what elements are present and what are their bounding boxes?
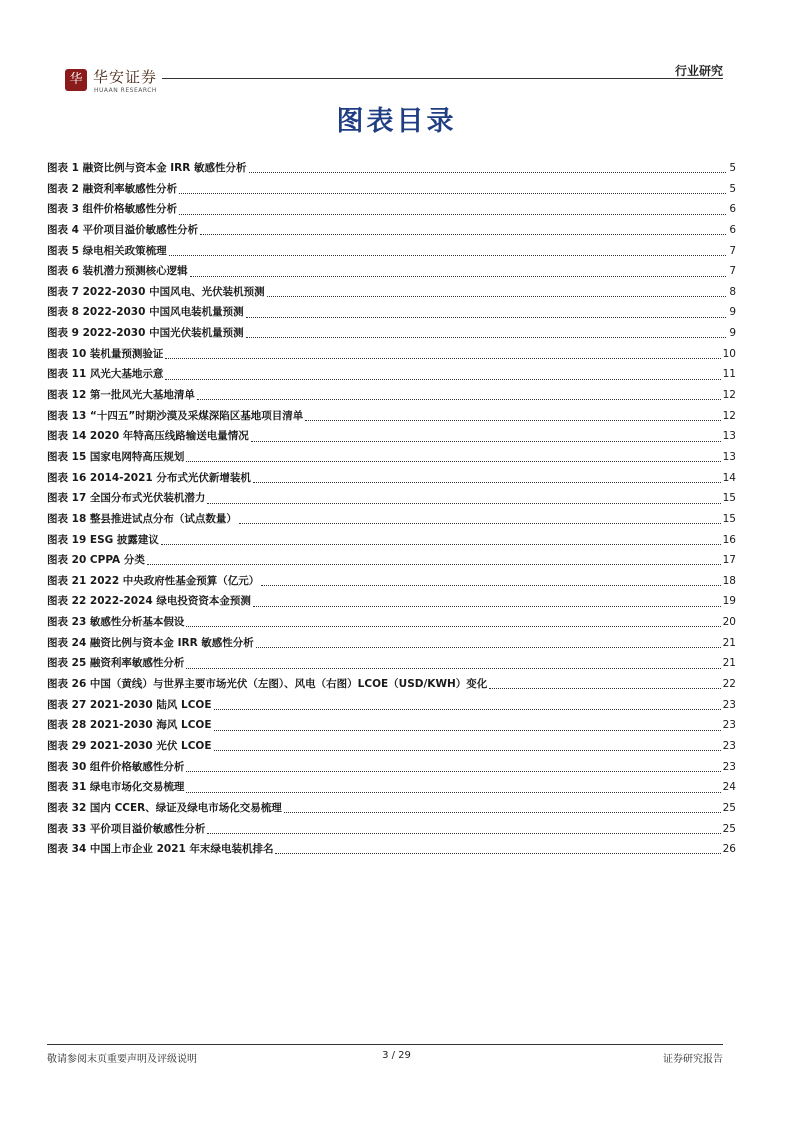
page-number: 3 / 29 <box>382 1050 411 1061</box>
toc-entry-page: 5 <box>729 162 736 174</box>
toc-leader-dots <box>207 824 720 834</box>
toc-leader-dots <box>251 432 721 442</box>
toc-entry-label[interactable]: 图表 33 平价项目溢价敏感性分析 <box>47 822 206 835</box>
logo-icon: 华 <box>65 69 87 91</box>
toc-entry-page: 25 <box>722 822 736 835</box>
toc-entry[interactable] <box>47 736 736 757</box>
toc-leader-dots <box>261 576 720 586</box>
toc-leader-dots <box>214 700 721 710</box>
toc-entry[interactable] <box>47 839 736 860</box>
toc-entry[interactable] <box>47 426 736 447</box>
toc-entry-page: 21 <box>722 636 736 649</box>
toc-leader-dots <box>246 308 726 318</box>
toc-leader-dots <box>179 205 726 215</box>
toc-entry-page: 23 <box>722 698 736 711</box>
toc-entry[interactable] <box>47 468 736 489</box>
toc-entry-page: 15 <box>722 492 736 505</box>
toc-entry-label[interactable]: 图表 5 绿电相关政策梳理 <box>47 244 167 257</box>
toc-entry-label[interactable]: 图表 18 整县推进试点分布（试点数量） <box>47 512 237 525</box>
toc-entry[interactable] <box>47 364 736 385</box>
toc-entry-page: 9 <box>729 306 736 319</box>
toc-entry-label[interactable]: 图表 6 装机潜力预测核心逻辑 <box>47 265 188 278</box>
toc-entry-label[interactable]: 图表 8 2022-2030 中国风电装机量预测 <box>47 306 244 319</box>
toc-entry-label[interactable]: 图表 22 2022-2024 绿电投资资本金预测 <box>47 595 251 608</box>
toc-entry[interactable] <box>47 695 736 716</box>
toc-leader-dots <box>147 555 721 565</box>
toc-leader-dots <box>256 638 721 648</box>
toc-entry-label[interactable]: 图表 13 “十四五”时期沙漠及采煤深陷区基地项目清单 <box>47 409 304 422</box>
toc-entry-page: 12 <box>722 409 736 422</box>
toc-entry-page: 23 <box>722 760 736 773</box>
toc-entry-label[interactable]: 图表 21 2022 中央政府性基金预算（亿元） <box>47 574 260 587</box>
toc-entry-label[interactable]: 图表 26 中国（黄线）与世界主要市场光伏（左图）、风电（右图）LCOE（USD/KWH）变化 <box>47 678 488 691</box>
toc-entry[interactable] <box>47 302 736 323</box>
toc-entry[interactable] <box>47 757 736 778</box>
footer-rule <box>47 1044 723 1045</box>
toc-entry-page: 23 <box>722 719 736 732</box>
toc-entry-label[interactable]: 图表 1 融资比例与资本金 IRR 敏感性分析 <box>47 162 247 174</box>
toc-entry[interactable] <box>47 633 736 654</box>
report-category: 行业研究 <box>674 64 723 78</box>
footer-disclaimer: 敬请参阅末页重要声明及评级说明 <box>47 1054 197 1065</box>
toc-entry-page: 9 <box>729 327 736 340</box>
toc-entry-page: 6 <box>729 203 736 216</box>
page-title: 图表目录 <box>336 106 457 137</box>
toc-entry[interactable] <box>47 344 736 365</box>
toc-entry-page: 15 <box>722 512 736 525</box>
toc-entry[interactable] <box>47 158 736 179</box>
toc-entry-label[interactable]: 图表 9 2022-2030 中国光伏装机量预测 <box>47 327 244 340</box>
toc-leader-dots <box>305 411 720 421</box>
toc-entry[interactable] <box>47 447 736 468</box>
toc-entry-page: 14 <box>722 471 736 484</box>
toc-entry-label[interactable]: 图表 2 融资利率敏感性分析 <box>47 182 178 195</box>
toc-entry-label[interactable]: 图表 30 组件价格敏感性分析 <box>47 760 185 773</box>
toc-entry[interactable] <box>47 261 736 282</box>
header-rule <box>162 78 723 79</box>
toc-entry[interactable] <box>47 571 736 592</box>
toc-entry-label[interactable]: 图表 12 第一批风光大基地清单 <box>47 389 195 402</box>
toc-entry-page: 6 <box>729 223 736 236</box>
toc-entry-page: 23 <box>722 739 736 752</box>
toc-leader-dots <box>169 246 726 256</box>
toc-entry-page: 24 <box>722 781 736 794</box>
toc-entry-label[interactable]: 图表 29 2021-2030 光伏 LCOE <box>47 739 212 752</box>
toc-leader-dots <box>165 349 720 359</box>
toc-leader-dots <box>161 535 721 545</box>
toc-entry-label[interactable]: 图表 15 国家电网特高压规划 <box>47 450 185 463</box>
toc-entry[interactable] <box>47 220 736 241</box>
toc-entry-label[interactable]: 图表 28 2021-2030 海风 LCOE <box>47 719 212 732</box>
toc-leader-dots <box>186 659 720 669</box>
toc-entry[interactable] <box>47 715 736 736</box>
toc-entry-page: 16 <box>722 533 736 546</box>
toc-leader-dots <box>207 494 720 504</box>
toc-entry[interactable] <box>47 179 736 200</box>
toc-leader-dots <box>179 184 726 194</box>
toc-entry-label[interactable]: 图表 23 敏感性分析基本假设 <box>47 616 185 629</box>
toc-entry-page: 7 <box>729 244 736 257</box>
toc-entry-label[interactable]: 图表 10 装机量预测验证 <box>47 347 164 360</box>
toc-entry-label[interactable]: 图表 24 融资比例与资本金 IRR 敏感性分析 <box>47 636 254 649</box>
toc-entry-label[interactable]: 图表 14 2020 年特高压线路输送电量情况 <box>47 430 249 443</box>
toc-entry-page: 17 <box>722 554 736 567</box>
toc-entry-page: 13 <box>722 450 736 463</box>
toc-entry[interactable] <box>47 199 736 220</box>
toc-entry[interactable] <box>47 385 736 406</box>
toc-entry-label[interactable]: 图表 27 2021-2030 陆风 LCOE <box>47 698 212 711</box>
toc-entry[interactable] <box>47 550 736 571</box>
toc-entry[interactable] <box>47 591 736 612</box>
logo-subtext: HUAAN RESEARCH <box>94 87 157 94</box>
toc-entry-label[interactable]: 图表 20 CPPA 分类 <box>47 554 145 567</box>
page-header <box>47 64 723 100</box>
toc-entry-label[interactable]: 图表 17 全国分布式光伏装机潜力 <box>47 492 206 505</box>
toc-leader-dots <box>246 328 726 338</box>
toc-leader-dots <box>190 267 726 277</box>
footer-doc-type: 证券研究报告 <box>663 1054 723 1065</box>
table-of-figures <box>47 158 736 860</box>
toc-leader-dots <box>165 370 720 380</box>
toc-leader-dots <box>186 617 720 627</box>
toc-entry-page: 25 <box>722 801 736 814</box>
toc-entry-label[interactable]: 图表 16 2014-2021 分布式光伏新增装机 <box>47 471 251 484</box>
toc-entry[interactable] <box>47 653 736 674</box>
toc-entry-page: 22 <box>722 678 736 691</box>
toc-entry[interactable] <box>47 282 736 303</box>
toc-entry[interactable] <box>47 777 736 798</box>
toc-entry-page: 10 <box>722 347 736 360</box>
toc-leader-dots <box>253 597 721 607</box>
toc-entry-page: 18 <box>722 574 736 587</box>
toc-entry-page: 13 <box>722 430 736 443</box>
toc-entry-label[interactable]: 图表 25 融资利率敏感性分析 <box>47 657 185 670</box>
toc-leader-dots <box>214 721 721 731</box>
toc-entry[interactable] <box>47 819 736 840</box>
logo-text: 华安证券 <box>93 68 158 86</box>
toc-entry[interactable] <box>47 612 736 633</box>
toc-leader-dots <box>489 679 720 689</box>
toc-entry-page: 21 <box>722 657 736 670</box>
toc-leader-dots <box>186 452 720 462</box>
toc-leader-dots <box>267 287 726 297</box>
toc-entry[interactable] <box>47 530 736 551</box>
toc-entry[interactable] <box>47 509 736 530</box>
toc-entry[interactable] <box>47 406 736 427</box>
toc-entry[interactable] <box>47 674 736 695</box>
toc-leader-dots <box>275 844 720 854</box>
toc-entry-label[interactable]: 图表 3 组件价格敏感性分析 <box>47 203 178 216</box>
toc-entry-label[interactable]: 图表 11 风光大基地示意 <box>47 368 164 381</box>
toc-leader-dots <box>200 225 726 235</box>
toc-entry-label[interactable]: 图表 19 ESG 披露建议 <box>47 533 159 546</box>
toc-entry[interactable] <box>47 798 736 819</box>
toc-leader-dots <box>253 473 721 483</box>
toc-entry-label[interactable]: 图表 7 2022-2030 中国风电、光伏装机预测 <box>47 285 265 298</box>
toc-leader-dots <box>239 514 721 524</box>
toc-entry-label[interactable]: 图表 34 中国上市企业 2021 年末绿电装机排名 <box>47 843 274 856</box>
toc-entry[interactable] <box>47 488 736 509</box>
toc-leader-dots <box>214 741 721 751</box>
toc-entry-page: 12 <box>722 389 736 402</box>
toc-entry-label[interactable]: 图表 31 绿电市场化交易梳理 <box>47 781 185 794</box>
toc-leader-dots <box>284 803 721 813</box>
toc-entry-label[interactable]: 图表 32 国内 CCER、绿证及绿电市场化交易梳理 <box>47 801 282 814</box>
toc-leader-dots <box>186 762 720 772</box>
toc-entry[interactable] <box>47 241 736 262</box>
toc-entry-label[interactable]: 图表 4 平价项目溢价敏感性分析 <box>47 223 199 236</box>
toc-leader-dots <box>197 390 721 400</box>
toc-entry[interactable] <box>47 323 736 344</box>
toc-entry-page: 7 <box>729 265 736 278</box>
toc-entry-page: 11 <box>722 368 736 381</box>
toc-entry-page: 5 <box>729 182 736 195</box>
toc-entry-page: 26 <box>722 843 736 856</box>
toc-leader-dots <box>186 783 720 793</box>
toc-leader-dots <box>249 163 726 173</box>
toc-entry-page: 19 <box>722 595 736 608</box>
toc-entry-page: 8 <box>729 285 736 298</box>
toc-entry-page: 20 <box>722 616 736 629</box>
